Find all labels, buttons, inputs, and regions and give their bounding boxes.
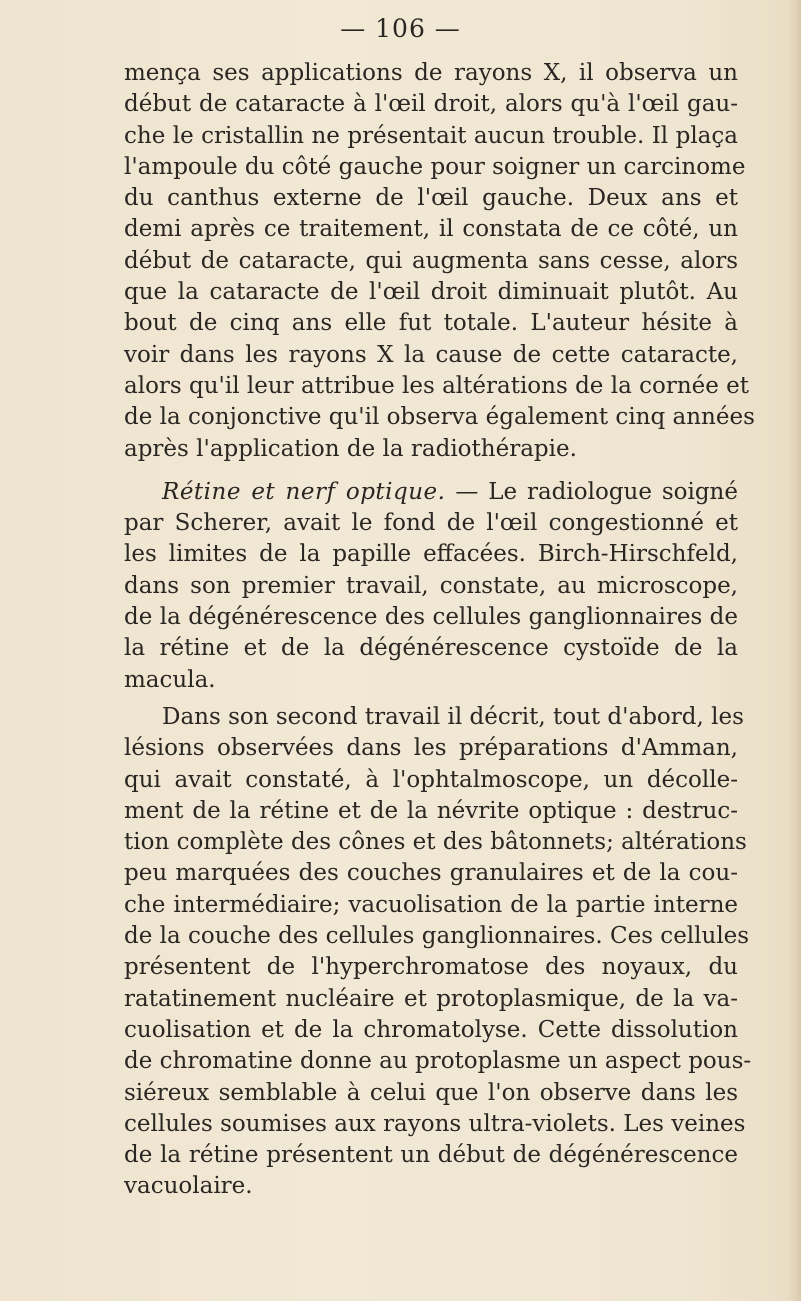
text-line: du canthus externe de l'œil gauche. Deux ans et <box>124 185 738 212</box>
text-line: ment de la rétine et de la névrite optique : destruc- <box>124 797 738 824</box>
text-line: alors qu'il leur attribue les altérations de la cornée et <box>124 372 750 399</box>
text-line: que la cataracte de l'œil droit diminuait plutôt. Au <box>124 279 738 306</box>
text-line: début de cataracte à l'œil droit, alors qu'à l'œil gau- <box>124 91 738 118</box>
text-line: par Scherer, avait le fond de l'œil congestionné et <box>124 510 738 537</box>
paragraph-continuation <box>124 58 755 465</box>
paragraph-second-travail <box>124 702 752 1203</box>
text-line: de la dégénérescence des cellules ganglionnaires de <box>124 604 738 631</box>
page-edge-shadow <box>787 0 801 1301</box>
text-line: lésions observées dans les préparations d'Amman, <box>124 735 738 762</box>
section-subheading: Rétine et nerf optique. <box>162 478 446 505</box>
paragraph-spacer <box>124 465 738 477</box>
page-number: — 106 — <box>340 14 461 43</box>
text-line: che le cristallin ne présentait aucun trouble. Il plaça <box>124 122 738 149</box>
text-line: de la rétine présentent un début de dégénérescence <box>124 1142 738 1169</box>
text-line: ratatinement nucléaire et protoplasmique, de la va- <box>124 985 738 1012</box>
text-line: cellules soumises aux rayons ultra-violets. Les veines <box>124 1110 746 1137</box>
text-line: vacuolaire. <box>124 1173 253 1200</box>
text-line: la rétine et de la dégénérescence cystoïde de la <box>124 635 738 662</box>
text-line: présentent de l'hyperchromatose des noyaux, du <box>124 954 738 981</box>
text-line: bout de cinq ans elle fut totale. L'auteur hésite à <box>124 310 738 337</box>
text-line: siéreux semblable à celui que l'on observe dans les <box>124 1079 738 1106</box>
text-line: l'ampoule du côté gauche pour soigner un carcinome <box>124 153 746 180</box>
text-line: mença ses applications de rayons X, il observa un <box>124 60 738 86</box>
text-line: qui avait constaté, à l'ophtalmoscope, un décolle- <box>124 766 738 793</box>
text-line: cuolisation et de la chromatolyse. Cette dissolution <box>124 1016 738 1043</box>
text-line: peu marquées des couches granulaires et de la cou- <box>124 860 738 887</box>
text-line-with-subheading <box>124 477 738 508</box>
text-line: dans son premier travail, constate, au microscope, <box>124 572 738 599</box>
text-line: après l'application de la radiothérapie. <box>124 435 577 462</box>
text-line: voir dans les rayons X la cause de cette cataracte, <box>124 341 738 368</box>
text-line: tion complète des cônes et des bâtonnets; altérations <box>124 829 747 856</box>
text-line: de la conjonctive qu'il observa également cinq années <box>124 404 755 431</box>
text-line: début de cataracte, qui augmenta sans cesse, alors <box>124 247 738 274</box>
text-line: macula. <box>124 666 216 693</box>
text-line: de chromatine donne au protoplasme un aspect pous- <box>124 1048 752 1075</box>
paragraph-retine <box>124 477 738 696</box>
text-line: Dans son second travail il décrit, tout d'abord, les <box>162 703 744 730</box>
text-line: che intermédiaire; vacuolisation de la partie interne <box>124 891 738 918</box>
text-line: demi après ce traitement, il constata de ce côté, un <box>124 216 738 243</box>
text-line: — Le radiologue soigné <box>445 478 738 505</box>
text-line: de la couche des cellules ganglionnaires. Ces cellules <box>124 923 750 950</box>
page-body <box>124 58 755 1203</box>
text-line: les limites de la papille effacées. Birch-Hirschfeld, <box>124 541 738 568</box>
